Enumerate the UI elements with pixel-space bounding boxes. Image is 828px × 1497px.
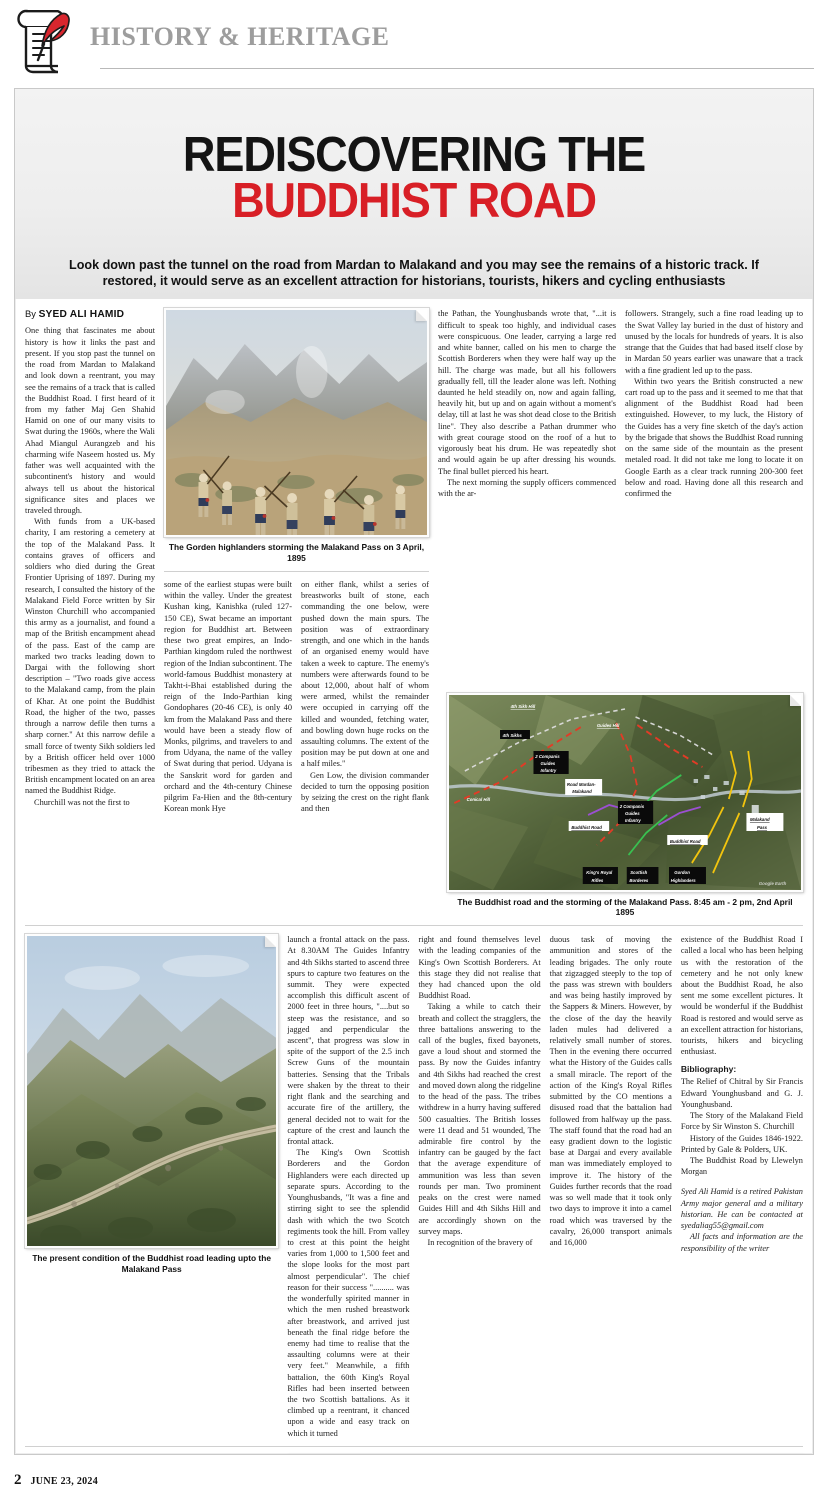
paragraph: Churchill was not the first to <box>34 797 130 807</box>
svg-text:Infantry: Infantry <box>540 767 557 773</box>
svg-text:Malakand: Malakand <box>749 816 770 822</box>
paragraph: the Pathan, the Younghusbands wrote that, "...it is difficult to speak too highly, and individual cases were conspicuous. One leader, carrying a large red and white banner, called on his men to charge the Scottish Borderers when they were half way up the hill. The charge was made, but all his followers gradually fell, till the leader alone was left. Nothing daunted he held steadily on, now and again falling, heavily hit, but up and on again without a moment's delay, till at last he was shot dead close to the British line". They also describe a Pathan drummer who with great courage stood on the roof of a hut to vigorously beat his drum. He was repeatedly shot and would again be up after dressing his wounds. The final bullet pierced his heart. <box>438 309 616 476</box>
bibliography-item: The Relief of Chitral by Sir Francis Edward Younghusband and G. J. Younghusband. <box>680 1077 803 1109</box>
paragraph: followers. Strangely, such a fine road leading up to the Swat Valley lay buried in the dust of history and unused by the locals for hundreds of years. It is also strange that the Guides that had based itself close by in Mardan 50 years earlier was unaware that a track with a fine gradient led up to the pass. <box>625 309 803 375</box>
satellite-photo-frame <box>447 693 803 892</box>
divider <box>25 1446 803 1447</box>
bibliography-item: The Story of the Malakand Field Force by Sir Winston S. Churchill <box>680 1111 803 1132</box>
battle-figure <box>164 308 429 564</box>
svg-text:Highlanders: Highlanders <box>670 877 696 883</box>
paragraph: One thing that fascinates me about history is how it links the past and present. If you stop past the tunnel on the road from Mardan to Malakand and look down a reentrant, you may see the remains of a track that is called the Buddhist Road. I first heard of it from my father Maj Gen Shahid Hamid on one of our many visits to Swat during the 1960s, where the Wali Ahad Miangul Aurangzeb and his charming wife Naseem hosted us. My father was well acquainted with the subcontinent's history and would always tell us about the historical significance sites and places we traveled through. <box>25 326 155 515</box>
headline-line-2: BUDDHIST ROAD <box>232 173 596 228</box>
byline-prefix: By <box>25 308 36 320</box>
photo-present-condition-buddhist-road <box>27 936 276 1246</box>
column-7 <box>418 934 540 1439</box>
page-number: 2 <box>14 1472 22 1488</box>
svg-text:Rifles: Rifles <box>591 877 604 883</box>
paragraph: The King's Own Scottish Borderers and the Gordon Highlanders were each directed up separate spurs. According to the Younghusbands, "It was a fine and stirring sight to see the splendid dash with which the two Scotch regiments took the hill. From valley to crest at this point the height varies from 1,000 to 1,500 feet and the slope looks for the most part almost perpendicular". The chief reason for their success ".......... was the wonderfully spirited manner in which the men rushed breastwork after breastwork, and arrived just beneath the final ridge before the enemy had time to realise that the assaulting columns were at their very feet." Meanwhile, a fifth battalion, the 60th King's Royal Rifles had been inserted between the two Scottish battalions. As it climbed up a reentrant, it chanced upon a wide and easy track on which it turned <box>287 1148 410 1438</box>
paragraph: Within two years the British constructed a new cart road up to the pass and it seemed to me that that alignment of the Buddhist Road had been extinguished. However, to my luck, the History of the Guides has a very fine sketch of the day's action by the brigade that shows the Buddhist Road running on the same side of the mountain as the present metaled road. It did not take me long to locate it on Google Earth as a clear track running 200-300 feet below and road. Having done all this research and confirmed the <box>625 376 803 498</box>
svg-text:Buddhist Road: Buddhist Road <box>669 838 701 844</box>
battle-caption: The Gorden highlanders storming the Malakand Pass on 3 April, 1895 <box>168 542 425 564</box>
column-9 <box>681 934 803 1439</box>
page-title <box>62 127 767 228</box>
author-note: Syed Ali Hamid is a retired Pakistan Army major general and a military historian. He can be contacted at syedaliag55@gmail.com <box>680 1187 803 1231</box>
headline-block <box>15 89 813 299</box>
divider <box>25 925 803 926</box>
svg-text:Pass: Pass <box>757 824 768 830</box>
bibliography-item: The Buddhist Road by Llewelyn Morgan <box>680 1156 803 1177</box>
landscape-figure-wrap <box>25 934 278 1439</box>
paragraph: With funds from a UK-based charity, I am restoring a cemetery at the top of the Malakand Pass. It contains graves of officers and soldiers who died during the Great Frontier Uprising of 1897. During my research, I consulted the history of the Malakand Field Force written by Sir Winston Churchill who accompanied this army as a journalist, and found a map of the British encampment ahead of the pass. East of the camp are marked two tracks leading down to Dargai with the following short description – "Two roads give access to the Malakand camp, from the plain of Khar. At one point the Buddhist Road, the higher of the two, passes through a narrow defile then turns a sharp corner." At this narrow defile a small force of twenty Sikh soldiers led by a British officer held over 1000 tribesmen as they tried to attack the British encampment located on an area named the Buddhist Ridge. <box>25 517 155 796</box>
svg-text:Road Mardan-: Road Mardan- <box>566 781 596 787</box>
svg-text:King's Royal: King's Royal <box>586 869 613 875</box>
page-content <box>14 88 814 1455</box>
paragraph: In recognition of the bravery of <box>427 1237 533 1247</box>
svg-text:Guides Hill: Guides Hill <box>596 722 620 728</box>
bibliography-heading: Bibliography: <box>680 1064 737 1075</box>
column-6 <box>287 934 409 1439</box>
masthead-divider <box>100 68 814 69</box>
svg-text:Buddhist Road: Buddhist Road <box>571 824 602 830</box>
paragraph: Gen Low, the division commander decided to turn the opposing position by seizing the crest on the right flank and then <box>301 770 429 814</box>
paragraph: on either flank, whilst a series of breastworks built of stone, each commanding the one below, were pushed down the main spurs. The position was of extraordinary strength, and one which in the hands of an organised enemy would have taken a week to capture. The enemy's numbers were afterwards found to be about 12,000, about half of whom were armed, whilst the remainder were occupied in carrying off the killed and wounded, fetching water, and bowling down huge rocks on the assaulting columns. The extent of the position may be put down at one and a half miles." <box>301 579 429 769</box>
section-middle <box>25 934 803 1439</box>
column-8 <box>550 934 672 1439</box>
svg-text:Conical Hill: Conical Hill <box>466 796 491 802</box>
satellite-figure <box>447 693 803 919</box>
paragraph: some of the earliest stupas were built within the valley. Under the greatest Kushan king, Kanishka (ruled 127-150 CE), Swat became an important region for Buddhist art. Between these two great empires, an Indo-Parthian kingdom ruled the northwest region of the Indian subcontinent. The world-famous Buddhist monastery at Takht-i-Bhai established during the reign of the Indo-Parthian king Gondophares (20-46 CE), is only 40 km from the Malakand Pass and there would have been a steady flow of Monks, pilgrims, and travelers to and from Udyana, the name of the valley of Swat during that period. Udyana is the Sanskrit word for garden and orchard and the 4th-century Chinese pilgrim Fa-Hien and the 8th-century Korean monk Hye <box>164 579 292 814</box>
landscape-caption: The present condition of the Buddhist road leading upto the Malakand Pass <box>32 1253 271 1274</box>
svg-text:Infantry: Infantry <box>625 817 641 823</box>
svg-text:Malakand: Malakand <box>572 788 592 794</box>
section-title: HISTORY & HERITAGE <box>90 22 390 51</box>
article-deck: Look down past the tunnel on the road from Mardan to Malakand and you may see the remains of a historic track. If restored, it would serve as an excellent attraction for historians, tourists, hikers and cycling enthusiasts <box>69 257 759 289</box>
svg-text:Scottish: Scottish <box>630 869 648 875</box>
painting-highlanders-storming-pass <box>166 310 427 535</box>
paragraph: right and found themselves level with the leading companies of the King's Own Scottish Borderers. At this stage they did not realise that they had chanced upon the old Buddhist Road. <box>418 935 541 1001</box>
svg-text:Borderes: Borderes <box>629 877 649 883</box>
divider <box>164 571 429 572</box>
svg-text:2 Companis: 2 Companis <box>535 753 560 759</box>
author-note: All facts and information are the responsibility of the writer <box>680 1232 803 1253</box>
paragraph: The next morning the supply officers commenced with the ar- <box>438 477 616 498</box>
paragraph: launch a frontal attack on the pass. At 8.30AM The Guides Infantry and 4th Sikhs started to ascend three spurs to capture two features on the summit. They were expected accomplish this difficult ascent of 2000 feet in three hours, "....but so steep was the resistance, and so jagged and perpendicular the ascent", that progress was slow in spite of the support of the 2.5 inch Screw Guns of the mountain batteries. Sensing that the Tribals were shaken by the threat to their right flank and the searching and accurate fire of the artillery, the general decided not to wait for the capture of the crest and launch the frontal attack. <box>287 935 410 1146</box>
google-earth-watermark: Google Earth <box>758 880 787 886</box>
svg-text:Guides: Guides <box>625 810 640 816</box>
paragraph: duous task of moving the ammunition and stores of the leading brigades. The only route that zigzagged steeply to the top of the pass was strewn with boulders and was being hastily improved by the Sappers & Miners. However, by the close of the day the heavily laden mules had delivered a relatively small number of stores. Then in the evening there occurred what the History of the Guides calls a small miracle. The report of the action of the King's Royal Rifles submitted by the CO mentions a disused road that the battalion had followed from halfway up the pass. The staff found that the road had an easy gradient down to the logistic base at Dargai and every available man was immediately employed to improve it. The history of the Guides further records that the road was so well made that it took only two days to improve it into a camel road which was traversed by the cavalry, 26,000 transport animals and 16,000 <box>549 935 672 1247</box>
page-footer <box>14 1472 98 1489</box>
paragraph: existence of the Buddhist Road I called a local who has been helping us with the restoration of the cemetery and he not only knew about the Buddhist Road, he also sent me some excellent pictures. It would be wonderful if the Buddhist Road is restored and would serve as an excellent attraction for historians, tourists, hikers and bicycling enthusiast. <box>680 935 803 1057</box>
masthead <box>0 0 828 78</box>
headline-line-1: REDISCOVERING THE <box>182 127 646 182</box>
svg-text:Gordon: Gordon <box>674 869 690 875</box>
paragraph: Taking a while to catch their breath and collect the stragglers, the three battalions answering to the call of the bugles, fixed bayonets, gave a loud shout and stormed the pass. By now the Guides infantry and 4th Sikhs had reached the crest and moved down along the ridgeline to the head of the pass. The tribes withdrew in a hurry having suffered 500 casualties. The British losses were 11 dead and 51 wounded, The admirable fire control by the infantry can be gauged by the fact that the average expenditure of ammunition was less than seven rounds per man. Two prominent peaks on the crest were named Guides Hill and 4th Sikhs Hill and are accordingly shown on the survey maps. <box>418 1002 541 1236</box>
byline <box>25 308 155 320</box>
map-label: 4th Sikh Hill <box>510 703 536 709</box>
landscape-photo-frame <box>25 934 278 1248</box>
publication-date: JUNE 23, 2024 <box>30 1476 99 1487</box>
satellite-map-malakand-pass <box>449 695 801 890</box>
battle-photo-frame <box>164 308 429 537</box>
byline-author: SYED ALI HAMID <box>38 309 125 321</box>
bibliography-item: History of the Guides 1846-1922. Printed by Gale & Polders, UK. <box>680 1133 803 1154</box>
svg-text:Guides: Guides <box>540 760 556 766</box>
scroll-quill-icon <box>14 8 76 74</box>
landscape-figure <box>25 934 278 1275</box>
svg-text:2 Companis: 2 Companis <box>619 803 645 809</box>
svg-text:4th Sikhs: 4th Sikhs <box>502 732 522 738</box>
satellite-caption: The Buddhist road and the storming of the Malakand Pass. 8:45 am - 2 pm, 2nd April 1895 <box>457 896 793 918</box>
